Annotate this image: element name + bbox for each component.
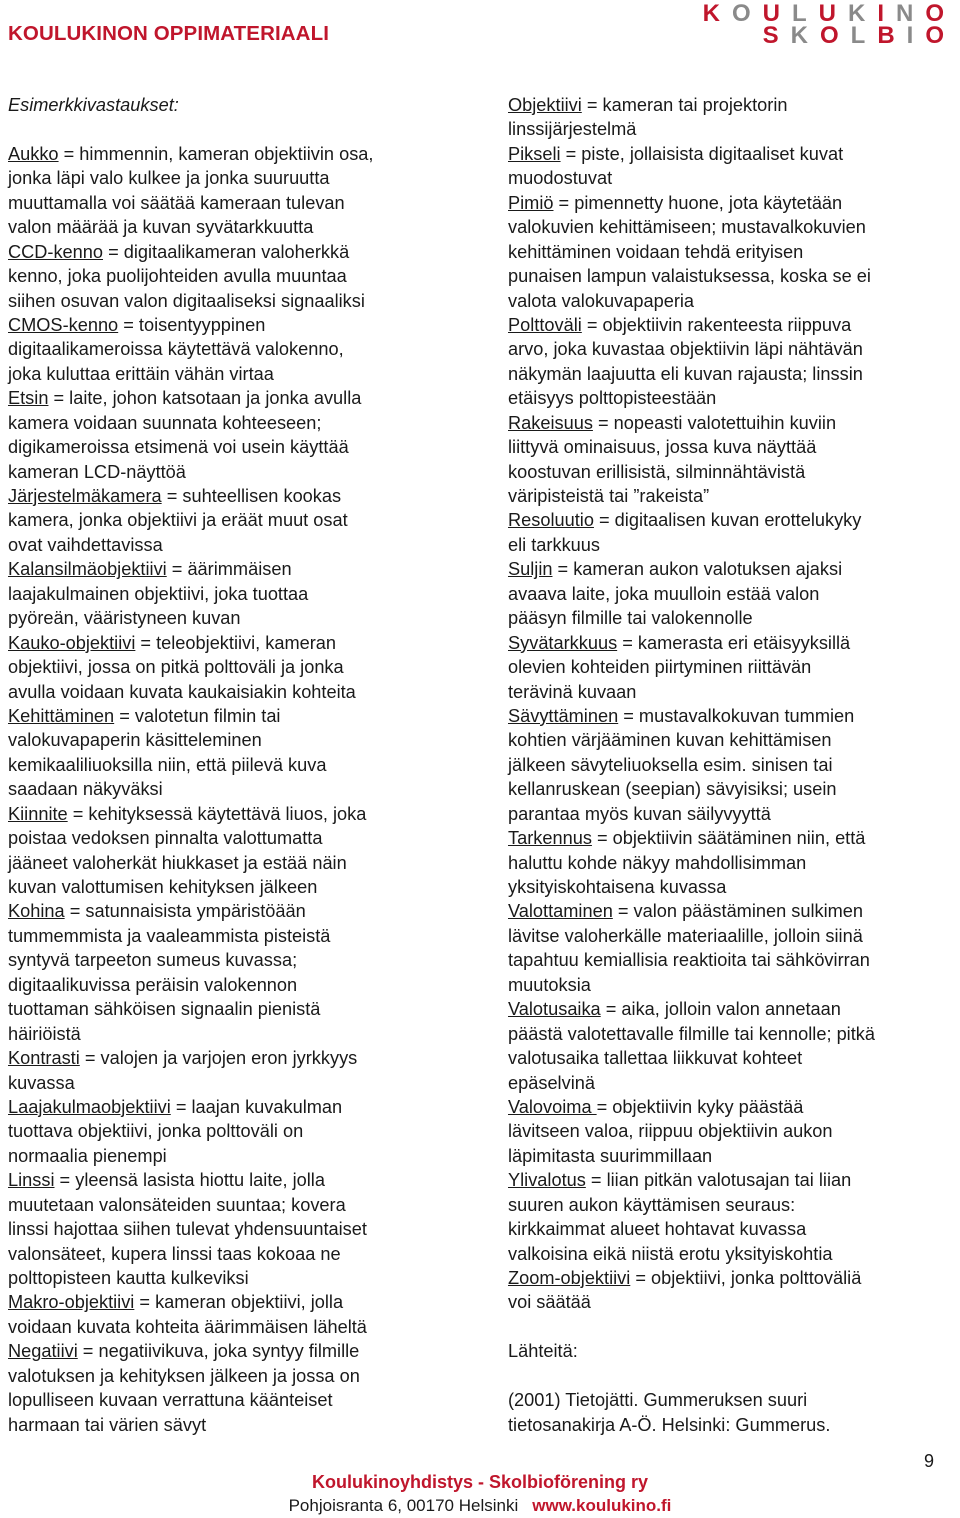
glossary-entry-line bbox=[508, 704, 948, 728]
glossary-definition-text: lävitseen valoa, riippuu objektiivin aukon bbox=[508, 1121, 833, 1142]
glossary-definition-text: = valojen ja varjojen eron jyrkkyys bbox=[79, 1048, 358, 1069]
glossary-entry-line bbox=[508, 631, 948, 655]
glossary-definition-text: avulla voidaan kuvata kaukaisiakin kohteita bbox=[8, 681, 356, 702]
glossary-text-line bbox=[8, 362, 478, 386]
glossary-definition-text: = mustavalkokuvan tummien bbox=[618, 705, 855, 726]
glossary-definition-text: kuvassa bbox=[8, 1072, 75, 1093]
glossary-entry-line bbox=[508, 313, 948, 337]
glossary-text-line bbox=[508, 875, 948, 899]
glossary-text-line bbox=[508, 753, 948, 777]
glossary-text-line bbox=[8, 1266, 478, 1290]
glossary-definition-text: (2001) Tietojätti. Gummeruksen suuri bbox=[508, 1390, 808, 1411]
glossary-definition-text: = kamerasta eri etäisyyksillä bbox=[617, 632, 851, 653]
glossary-entry-line bbox=[508, 93, 948, 117]
glossary-definition-text: punaisen lampun valaistuksessa, koska se ei bbox=[508, 266, 871, 287]
left-glossary bbox=[8, 142, 478, 1437]
glossary-entry-line bbox=[8, 313, 478, 337]
footer-organization: Koulukinoyhdistys - Skolbioförening ry bbox=[311, 1472, 649, 1492]
glossary-text-line bbox=[508, 655, 948, 679]
glossary-entry-line bbox=[8, 802, 478, 826]
glossary-definition-text: = laajan kuvakulman bbox=[170, 1096, 343, 1117]
glossary-definition-text: muutetaan valonsäteiden suuntaa; kovera bbox=[8, 1194, 346, 1215]
glossary-definition-text: = teleobjektiivi, kameran bbox=[135, 632, 337, 653]
glossary-definition-text: harmaan tai värien sävyt bbox=[8, 1414, 207, 1435]
glossary-definition-text: linssi hajottaa siihen tulevat yhdensuuntaiset bbox=[8, 1219, 367, 1240]
glossary-text-line bbox=[8, 1071, 478, 1095]
glossary-text-line bbox=[508, 1022, 948, 1046]
glossary-entry-line bbox=[8, 899, 478, 923]
glossary-text-line bbox=[508, 777, 948, 801]
glossary-text-line bbox=[8, 264, 478, 288]
glossary-text-line bbox=[508, 1144, 948, 1168]
glossary-definition-text: = objektiivi, jonka polttoväliä bbox=[630, 1268, 862, 1288]
glossary-text-line bbox=[508, 728, 948, 752]
glossary-definition-text: valkoisina eikä niistä erotu yksityiskohtia bbox=[508, 1243, 833, 1264]
glossary-definition-text: Lähteitä: bbox=[508, 1341, 578, 1362]
glossary-text-line bbox=[8, 1193, 478, 1217]
glossary-text-line bbox=[508, 337, 948, 361]
glossary-text-line bbox=[508, 1388, 948, 1412]
glossary-definition-text: normaalia pienempi bbox=[8, 1145, 167, 1166]
glossary-text-line bbox=[508, 435, 948, 459]
glossary-text-line bbox=[8, 1022, 478, 1046]
glossary-definition-text: = yleensä lasista hiottu laite, jolla bbox=[54, 1170, 325, 1191]
glossary-term: Sävyttäminen bbox=[508, 705, 619, 726]
glossary-entry-line bbox=[8, 1168, 478, 1192]
glossary-definition-text: digitaalikuvissa peräisin valokennon bbox=[8, 974, 298, 995]
glossary-definition-text: pyöreän, vääristyneen kuvan bbox=[8, 608, 241, 629]
glossary-entry-line bbox=[8, 557, 478, 581]
glossary-definition-text: suuren aukon käyttämisen seuraus: bbox=[508, 1194, 796, 1215]
page-header-title: KOULUKINON OPPIMATERIAALI bbox=[8, 22, 330, 45]
glossary-entry-line bbox=[8, 704, 478, 728]
blank-line bbox=[508, 1315, 948, 1339]
footer-website-link[interactable]: www.koulukino.fi bbox=[532, 1496, 672, 1515]
glossary-definition-text: valotusaika tallettaa liikkuvat kohteet bbox=[508, 1048, 803, 1069]
glossary-definition-text: kemikaaliliuoksilla niin, että piilevä kuva bbox=[8, 754, 327, 775]
glossary-definition-text: parantaa myös kuvan säilyvyyttä bbox=[508, 803, 771, 824]
glossary-definition-text: = piste, jollaisista digitaaliset kuvat bbox=[560, 143, 844, 164]
glossary-term: Kauko-objektiivi bbox=[8, 632, 136, 653]
glossary-text-line bbox=[8, 948, 478, 972]
glossary-definition-text: = pimennetty huone, jota käytetään bbox=[553, 192, 843, 213]
glossary-definition-text: = objektiivin säätäminen niin, että bbox=[591, 828, 866, 849]
glossary-text-line bbox=[8, 997, 478, 1021]
glossary-definition-text: tuottava objektiivi, jonka polttoväli on bbox=[8, 1121, 304, 1142]
glossary-definition-text: = liian pitkän valotusajan tai liian bbox=[585, 1170, 852, 1191]
glossary-definition-text: valokuvien kehittämiseen; mustavalkokuvien bbox=[508, 217, 866, 238]
logo-line-koulukino: KOULUKINO bbox=[702, 0, 956, 27]
glossary-definition-text: jääneet valoherkät hiukkaset ja estää näin bbox=[8, 852, 347, 873]
glossary-text-line bbox=[8, 753, 478, 777]
glossary-definition-text: = suhteellisen kookas bbox=[161, 486, 342, 506]
glossary-entry-line bbox=[508, 508, 948, 532]
glossary-text-line bbox=[508, 1413, 948, 1437]
glossary-definition-text: läpimitasta suurimmillaan bbox=[508, 1145, 713, 1166]
glossary-definition-text: valota valokuvapaperia bbox=[508, 290, 695, 311]
right-column bbox=[508, 93, 948, 1437]
glossary-definition-text: tuottaman sähköisen signaalin pienistä bbox=[8, 999, 321, 1020]
glossary-term: Aukko bbox=[8, 143, 59, 164]
glossary-entry-line bbox=[508, 191, 948, 215]
glossary-definition-text: objektiivi, jossa on pitkä polttoväli ja jonka bbox=[8, 657, 344, 678]
glossary-text-line bbox=[8, 973, 478, 997]
glossary-definition-text: tietosanakirja A-Ö. Helsinki: Gummerus. bbox=[508, 1414, 831, 1435]
glossary-definition-text: = äärimmäisen bbox=[166, 559, 292, 580]
glossary-definition-text: lopulliseen kuvaan verrattuna käänteiset bbox=[8, 1390, 333, 1411]
glossary-definition-text: tapahtuu kemiallisia reaktioita tai sähkövirran bbox=[508, 950, 870, 971]
glossary-definition-text: päästä valotettavalle filmille tai kennolle; pitkä bbox=[508, 1023, 875, 1044]
glossary-text-line bbox=[508, 264, 948, 288]
glossary-definition-text: = satunnaisista ympäristöään bbox=[64, 901, 306, 922]
glossary-definition-text: = toisentyyppinen bbox=[118, 314, 266, 335]
footer-address: Pohjoisranta 6, 00170 Helsinki bbox=[288, 1496, 519, 1515]
glossary-definition-text: laajakulmainen objektiivi, joka tuottaa bbox=[8, 583, 309, 604]
glossary-text-line bbox=[508, 117, 948, 141]
glossary-term: Rakeisuus bbox=[508, 412, 593, 433]
glossary-term: Kehittäminen bbox=[8, 705, 115, 726]
left-column bbox=[8, 93, 478, 1437]
glossary-text-line bbox=[8, 166, 478, 190]
glossary-entry-line bbox=[508, 1266, 948, 1290]
glossary-text-line bbox=[8, 680, 478, 704]
glossary-definition-text: = kehityksessä käytettävä liuos, joka bbox=[67, 803, 367, 824]
glossary-term: Kontrasti bbox=[8, 1048, 80, 1069]
heading-spacer bbox=[8, 117, 478, 141]
glossary-definition-text: ovat vaihdettavissa bbox=[8, 534, 163, 555]
glossary-term: Zoom-objektiivi bbox=[508, 1268, 631, 1288]
glossary-definition-text: valotuksen ja kehityksen jälkeen ja jossa on bbox=[8, 1365, 360, 1386]
koulukino-logo bbox=[676, 0, 956, 49]
glossary-entry-line bbox=[8, 386, 478, 410]
glossary-entry-line bbox=[508, 557, 948, 581]
glossary-definition-text: liittyvä ominaisuus, jossa kuva näyttää bbox=[508, 437, 817, 458]
glossary-entry-line bbox=[8, 1046, 478, 1070]
glossary-definition-text: linssijärjestelmä bbox=[508, 119, 637, 140]
glossary-text-line bbox=[508, 1119, 948, 1143]
examples-heading: Esimerkkivastaukset: bbox=[8, 95, 179, 115]
glossary-definition-text: kuvan valottumisen kehityksen jälkeen bbox=[8, 877, 318, 897]
glossary-text-line bbox=[8, 411, 478, 435]
right-glossary bbox=[508, 93, 948, 1437]
glossary-definition-text: voidaan kuvata kohteita äärimmäisen läheltä bbox=[8, 1316, 367, 1337]
glossary-definition-text: lävitse valoherkälle materiaalille, jolloin siinä bbox=[508, 925, 863, 946]
glossary-term: Pikseli bbox=[508, 143, 561, 164]
glossary-definition-text: = kameran tai projektorin bbox=[581, 95, 788, 115]
glossary-entry-line bbox=[508, 1168, 948, 1192]
glossary-text-line bbox=[508, 973, 948, 997]
glossary-definition-text: siihen osuvan valon digitaaliseksi signaaliksi bbox=[8, 290, 365, 311]
glossary-term: Pimiö bbox=[508, 192, 554, 213]
glossary-text-line bbox=[508, 533, 948, 557]
glossary-term: Valotusaika bbox=[508, 999, 601, 1020]
glossary-definition-text: joka kuluttaa erittäin vähän virtaa bbox=[8, 363, 274, 384]
glossary-definition-text: valonsäteet, kupera linssi taas kokoaa ne bbox=[8, 1243, 341, 1264]
glossary-text-line bbox=[8, 582, 478, 606]
glossary-definition-text: koostuvan erillisistä, silminnähtävistä bbox=[508, 461, 806, 482]
glossary-definition-text: syntyvä tarpeeton sumeus kuvassa; bbox=[8, 950, 298, 971]
glossary-term: Tarkennus bbox=[508, 828, 592, 849]
glossary-entry-line bbox=[508, 826, 948, 850]
glossary-definition-text: jälkeen sävyteliuoksella esim. sinisen tai bbox=[508, 754, 833, 775]
glossary-text-line bbox=[508, 924, 948, 948]
glossary-definition-text: = valon päästäminen sulkimen bbox=[612, 901, 864, 922]
glossary-text-line bbox=[8, 337, 478, 361]
glossary-definition-text: kehittäminen voidaan tehdä erityisen bbox=[508, 241, 804, 262]
glossary-term: Järjestelmäkamera bbox=[8, 486, 162, 506]
page-number: 9 bbox=[924, 1451, 935, 1471]
glossary-text-line bbox=[8, 851, 478, 875]
glossary-text-line bbox=[508, 1290, 948, 1314]
glossary-definition-text: kameran LCD-näyttöä bbox=[8, 461, 186, 482]
glossary-text-line bbox=[508, 606, 948, 630]
glossary-text-line bbox=[508, 802, 948, 826]
glossary-definition-text: valon määrää ja kuvan syvätarkkuutta bbox=[8, 217, 314, 238]
glossary-definition-text: digitaalikameroissa käytettävä valokenno, bbox=[8, 339, 344, 360]
glossary-entry-line bbox=[508, 997, 948, 1021]
glossary-term: Polttoväli bbox=[508, 314, 582, 335]
glossary-term: Laajakulmaobjektiivi bbox=[8, 1096, 171, 1117]
glossary-text-line bbox=[508, 460, 948, 484]
glossary-text-line bbox=[8, 1119, 478, 1143]
glossary-entry-line bbox=[8, 631, 478, 655]
glossary-definition-text: näkymän laajuutta eli kuvan rajausta; linssin bbox=[508, 363, 863, 384]
glossary-term: Suljin bbox=[508, 559, 553, 580]
glossary-text-line bbox=[508, 1193, 948, 1217]
glossary-term: CCD-kenno bbox=[8, 241, 104, 262]
glossary-text-line bbox=[508, 362, 948, 386]
glossary-term: Objektiivi bbox=[508, 95, 582, 115]
glossary-text-line bbox=[8, 1364, 478, 1388]
glossary-text-line bbox=[8, 1315, 478, 1339]
glossary-term: CMOS-kenno bbox=[8, 314, 119, 335]
glossary-text-line bbox=[508, 948, 948, 972]
glossary-definition-text: poistaa vedoksen pinnalta valottumatta bbox=[8, 828, 323, 849]
glossary-term: Valovoima bbox=[508, 1096, 597, 1117]
glossary-definition-text: muutoksia bbox=[508, 974, 591, 995]
logo-line-skolbio: SKOLBIO bbox=[762, 22, 956, 49]
glossary-definition-text: avaava laite, joka muulloin estää valon bbox=[508, 583, 820, 604]
glossary-text-line bbox=[508, 1242, 948, 1266]
glossary-text-line bbox=[508, 215, 948, 239]
glossary-entry-line bbox=[8, 240, 478, 264]
glossary-entry-line bbox=[8, 1095, 478, 1119]
glossary-entry-line bbox=[8, 142, 478, 166]
glossary-text-line bbox=[508, 851, 948, 875]
glossary-text-line bbox=[8, 924, 478, 948]
glossary-definition-text: terävinä kuvaan bbox=[508, 681, 637, 702]
glossary-text-line bbox=[8, 460, 478, 484]
glossary-definition-text: = negatiivikuva, joka syntyy filmille bbox=[77, 1341, 360, 1362]
glossary-definition-text: = digitaalisen kuvan erottelukyky bbox=[593, 510, 862, 531]
glossary-definition-text: = valotetun filmin tai bbox=[114, 705, 281, 726]
glossary-definition-text: voi säätää bbox=[508, 1292, 591, 1313]
glossary-text-line bbox=[8, 655, 478, 679]
glossary-definition-text: muuttamalla voi säätää kameraan tulevan bbox=[8, 192, 345, 213]
glossary-text-line bbox=[8, 1413, 478, 1437]
glossary-term: Kalansilmäobjektiivi bbox=[8, 559, 167, 580]
glossary-text-line bbox=[8, 508, 478, 532]
glossary-definition-text: valokuvapaperin käsitteleminen bbox=[8, 730, 262, 751]
glossary-text-line bbox=[8, 875, 478, 899]
glossary-text-line bbox=[508, 1217, 948, 1241]
glossary-definition-text: tummemmista ja vaaleammista pisteistä bbox=[8, 925, 331, 946]
glossary-text-line bbox=[8, 289, 478, 313]
glossary-term: Valottaminen bbox=[508, 901, 613, 922]
glossary-text-line bbox=[8, 191, 478, 215]
glossary-text-line bbox=[8, 606, 478, 630]
glossary-entry-line bbox=[8, 1339, 478, 1363]
glossary-term: Kiinnite bbox=[8, 803, 68, 824]
glossary-text-line bbox=[508, 680, 948, 704]
glossary-definition-text: = laite, johon katsotaan ja jonka avulla bbox=[48, 388, 362, 409]
glossary-term: Negatiivi bbox=[8, 1341, 78, 1362]
glossary-text-line bbox=[508, 166, 948, 190]
glossary-text-line bbox=[508, 582, 948, 606]
glossary-text-line bbox=[508, 289, 948, 313]
glossary-text-line bbox=[8, 1144, 478, 1168]
glossary-text-line bbox=[8, 1217, 478, 1241]
glossary-definition-text: etäisyys polttopisteestään bbox=[508, 388, 717, 409]
glossary-definition-text: kamera, jonka objektiivi ja eräät muut osat bbox=[8, 510, 348, 531]
blank-line bbox=[508, 1364, 948, 1388]
glossary-text-line bbox=[508, 386, 948, 410]
glossary-text-line bbox=[8, 215, 478, 239]
glossary-definition-text: = himmennin, kameran objektiivin osa, bbox=[58, 143, 374, 164]
glossary-definition-text: = objektiivin rakenteesta riippuva bbox=[581, 314, 852, 335]
glossary-term: Linssi bbox=[8, 1170, 55, 1191]
glossary-definition-text: arvo, joka kuvastaa objektiivin läpi nähtävän bbox=[508, 339, 863, 360]
glossary-entry-line bbox=[508, 142, 948, 166]
glossary-definition-text: kirkkaimmat alueet hohtavat kuvassa bbox=[508, 1219, 807, 1240]
glossary-text-line bbox=[8, 728, 478, 752]
glossary-term: Makro-objektiivi bbox=[8, 1292, 135, 1313]
glossary-term: Ylivalotus bbox=[508, 1170, 586, 1191]
glossary-text-line bbox=[8, 777, 478, 801]
glossary-term: Resoluutio bbox=[508, 510, 594, 531]
glossary-definition-text: eli tarkkuus bbox=[508, 534, 600, 555]
glossary-text-line bbox=[8, 533, 478, 557]
glossary-definition-text: saadaan näkyväksi bbox=[8, 779, 163, 800]
glossary-text-line bbox=[8, 435, 478, 459]
glossary-definition-text: kohtien värjääminen kuvan kehittämisen bbox=[508, 730, 832, 751]
glossary-definition-text: pääsyn filmille tai valokennolle bbox=[508, 608, 753, 629]
glossary-definition-text: = aika, jolloin valon annetaan bbox=[600, 999, 841, 1020]
glossary-text-line bbox=[8, 1242, 478, 1266]
glossary-term: Etsin bbox=[8, 388, 49, 409]
glossary-entry-line bbox=[8, 484, 478, 508]
glossary-definition-text: = kameran aukon valotuksen ajaksi bbox=[552, 559, 843, 580]
glossary-definition-text: = nopeasti valotettuihin kuviin bbox=[592, 412, 837, 433]
footer-address-line bbox=[0, 1496, 960, 1516]
glossary-text-line bbox=[508, 1046, 948, 1070]
glossary-definition-text: jonka läpi valo kulkee ja jonka suuruutta bbox=[8, 168, 330, 189]
glossary-definition-text: kenno, joka puolijohteiden avulla muuntaa bbox=[8, 266, 347, 287]
glossary-text-line bbox=[508, 240, 948, 264]
glossary-definition-text: kamera voidaan suunnata kohteeseen; bbox=[8, 412, 322, 433]
glossary-entry-line bbox=[508, 899, 948, 923]
glossary-text-line bbox=[8, 826, 478, 850]
glossary-text-line bbox=[8, 1388, 478, 1412]
glossary-definition-text: = kameran objektiivi, jolla bbox=[134, 1292, 344, 1313]
glossary-term: Syvätarkkuus bbox=[508, 632, 618, 653]
glossary-text-line bbox=[508, 1071, 948, 1095]
glossary-definition-text: yksityiskohtaisena kuvassa bbox=[508, 877, 727, 897]
glossary-definition-text: = objektiivin kyky päästää bbox=[596, 1096, 804, 1117]
glossary-text-line bbox=[508, 484, 948, 508]
glossary-definition-text: epäselvinä bbox=[508, 1072, 595, 1093]
glossary-definition-text: väripisteistä tai ”rakeista” bbox=[508, 486, 710, 506]
glossary-definition-text: = digitaalikameran valoherkkä bbox=[103, 241, 350, 262]
glossary-definition-text: häiriöistä bbox=[8, 1023, 81, 1044]
glossary-definition-text: muodostuvat bbox=[508, 168, 613, 189]
glossary-entry-line bbox=[8, 1290, 478, 1314]
glossary-definition-text: digikameroissa etsimenä voi usein käyttää bbox=[8, 437, 349, 458]
glossary-definition-text: olevien kohteiden piirtyminen riittävän bbox=[508, 657, 812, 678]
glossary-definition-text: kellanruskean (seepian) sävyisiksi; usein bbox=[508, 779, 837, 800]
glossary-definition-text: haluttu kohde näkyy mahdollisimman bbox=[508, 852, 807, 873]
glossary-entry-line bbox=[508, 411, 948, 435]
glossary-definition-text: polttopisteen kautta kulkeviksi bbox=[8, 1268, 249, 1288]
glossary-term: Kohina bbox=[8, 901, 65, 922]
glossary-entry-line bbox=[508, 1095, 948, 1119]
glossary-text-line bbox=[508, 1339, 948, 1363]
